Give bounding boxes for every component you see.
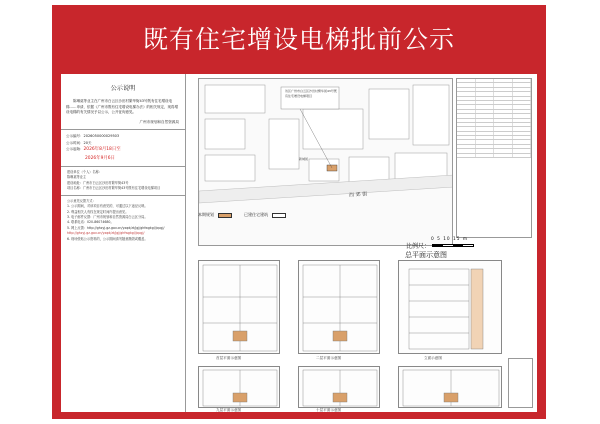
street-alt-label: 新城街 (299, 157, 309, 161)
floor-caption-2: 二层平面示意图 (316, 356, 342, 360)
applicant-block (61, 170, 185, 192)
left-column (61, 74, 186, 412)
divider (61, 195, 185, 196)
scale-bar (432, 244, 474, 247)
street-label: 西 郊 街 (348, 191, 368, 199)
floor-caption-9: 九层平面示意图 (216, 408, 242, 412)
notice-body: 陈琳莫等业主在广州市白云区沙田村繁华街43号既有住宅增设电梯……申请，依据《广州市既有住宅增设电梯办法》的相关规定，现将增设电梯的有关情况予以公示，公开征询意见。 (66, 98, 178, 115)
serial-label: 公示编号： (66, 133, 84, 138)
banner-title: 既有住宅增设电梯批前公示 (142, 25, 455, 54)
address-label: 建设地址： (67, 180, 83, 185)
elevation-caption: 立面示意图 (424, 356, 442, 360)
instruction-item: 2. 利益相关人有权在规定时间内提出意见。 (67, 209, 129, 214)
notice-sheet (61, 74, 537, 412)
elevation-plan (398, 260, 502, 354)
project-label: 项目名称： (67, 186, 83, 191)
notice-board-frame (52, 5, 546, 419)
project-value: 广州市白云区沙田村繁华街43号既有住宅增设电梯项目 (82, 186, 161, 191)
floor-plan-1 (198, 260, 280, 354)
days-row (61, 140, 185, 147)
instruction-item: 3. 电子邮件反馈：广州市规划和自然资源局白云区分局。 (67, 215, 148, 220)
site-map (198, 78, 453, 246)
serial-row (61, 133, 185, 140)
serial-value: 2026050000029503 (83, 133, 120, 138)
legend-existing-swatch (272, 213, 286, 218)
plan-title: 总平面示意图 (405, 251, 447, 259)
unit-value: 陈琳莫等业主 (67, 175, 87, 180)
instruction-item: 5. 网上反馈：http://ghzyj.gz.gov.cn/yxqd/zt/jgj/ghfwgkgl/jcpgj/ (67, 225, 165, 230)
site-map-drawing (199, 79, 453, 246)
instruction-item: 1. 公示期间，对该项目有意见的，可通过以下途径反映。 (67, 204, 148, 209)
feedback-link[interactable]: http://ghzyj.gz.gov.cn/yxqd/zt/jgj/ghfwgkgl/jcpgj/ (67, 231, 145, 236)
legend-existing-label: 已建住宅建筑 (244, 212, 268, 217)
floor-plan-9 (198, 366, 280, 408)
indicator-table (456, 78, 532, 238)
title-block (508, 358, 533, 408)
end-date: 2026年9月6日 (85, 155, 115, 161)
divider (61, 166, 185, 167)
floor-caption-10: 十层平面示意图 (316, 408, 342, 412)
standard-floor-plan (398, 366, 502, 408)
days-label: 公示时间：20天 (66, 140, 92, 145)
notice-title: 公示说明 (110, 85, 136, 92)
floor-plan-2 (298, 260, 380, 354)
start-label: 公示起始： (66, 147, 84, 152)
unit-label: 建设单位（个人）名称： (67, 169, 103, 174)
floor-caption-1: 首层平面示意图 (216, 356, 242, 360)
instructions-heading: 公示意见反馈方式： (67, 198, 96, 203)
scale-numbers: 0 5 10 15 m (431, 237, 469, 242)
divider (61, 129, 185, 130)
right-area (186, 74, 537, 412)
start-date: 2026年8月18日至 (83, 147, 121, 153)
map-callout: 该区广州市白云区沙田村繁华街43号既有住宅增设电梯项目 (285, 89, 337, 98)
scale-label: 比例尺： (406, 243, 431, 250)
instruction-item: 6. 现场张贴公示资料的，公示期间请勿随意撕毁或覆盖。 (67, 236, 148, 241)
instructions-block (61, 199, 185, 243)
address-value: 广州市白云区沙田村繁华街43号 (82, 180, 129, 185)
notice-signature: 广州市规划和自然资源局 (139, 120, 179, 125)
end-row (61, 155, 185, 163)
map-legend (198, 212, 286, 218)
period-row (61, 146, 185, 154)
legend-plan-label: 本期规划 (198, 212, 214, 217)
floor-plan-10 (298, 366, 380, 408)
instruction-item: 4. 联系电话：020-86074680。 (67, 220, 114, 225)
legend-plan-swatch (218, 213, 232, 218)
banner (52, 5, 546, 71)
